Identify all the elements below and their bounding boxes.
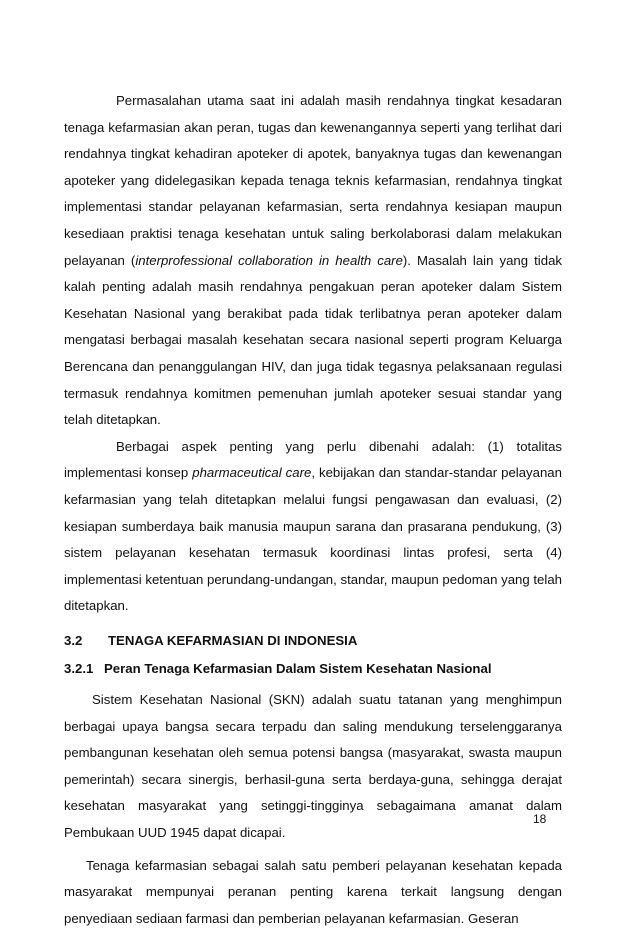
subsection-title: Peran Tenaga Kefarmasian Dalam Sistem Kesehatan Nasional [104, 661, 492, 677]
section-title: TENAGA KEFARMASIAN DI INDONESIA [108, 632, 358, 648]
page-number: 18 [533, 812, 547, 826]
subsection-number: 3.2.1 [64, 661, 94, 677]
section-number: 3.2 [64, 632, 83, 648]
paragraph-text: Berbagai aspek penting yang perlu dibenahi adalah: (1) totalitas implementasi konsep [64, 438, 562, 481]
paragraph-text: Permasalahan utama saat ini adalah masih rendahnya tingkat kesadaran tenaga kefarmasian akan peran, tugas dan kewenangannya seperti yang terlihat dari rendahnya tingkat kehadiran apoteker di apotek, banyaknya tugas dan kewenangan apoteker yang didelegasikan kepada tenaga teknis kefarmasian, rendahnya tingkat implementasi standar pelayanan kefarmasian, serta rendahnya kesiapan maupun kesediaan praktisi tenaga kesehatan untuk saling berkolaborasi dalam melakukan pelayanan ( [64, 93, 562, 268]
paragraph-text: ). Masalah lain yang tidak kalah penting adalah masih rendahnya pengakuan peran apoteker dalam Sistem Kesehatan Nasional yang berakibat pada tidak terlibatnya peran apoteker dalam mengatasi berbagai masalah kesehatan secara nasional seperti program Keluarga Berencana dan penanggulangan HIV, dan juga tidak tegasnya pelaksanaan regulasi termasuk rendahnya komitmen pemenuhan jumlah apoteker sesuai standar yang telah ditetapkan. [64, 252, 562, 428]
paragraph-problem-statement [64, 88, 562, 434]
section-heading [64, 628, 562, 655]
paragraph-text: , kebijakan dan standar-standar pelayanan kefarmasian yang telah ditetapkan melalui fungsi pengawasan dan evaluasi, (2) kesiapan sumberdaya baik manusia maupun sarana dan prasarana pendukung, (3) sistem pelayanan kesehatan termasuk koordinasi lintas profesi, serta (4) implementasi ketentuan perundang-undangan, standar, maupun pedoman yang telah ditetapkan. [64, 465, 562, 614]
italic-term: interprofessional collaboration in health care [135, 252, 403, 268]
paragraph-pharmacy-role: Tenaga kefarmasian sebagai salah satu pemberi pelayanan kesehatan kepada masyarakat mempunyai peranan penting karena terkait langsung dengan penyediaan sediaan farmasi dan pemberian pelayanan kefarmasian. Geseran [64, 857, 562, 926]
paragraph-key-aspects [64, 434, 562, 620]
page-content [64, 88, 562, 932]
subsection-heading [64, 656, 562, 683]
italic-term: pharmaceutical care [192, 465, 312, 481]
paragraph-skn-definition: Sistem Kesehatan Nasional (SKN) adalah suatu tatanan yang menghimpun berbagai upaya bangsa secara terpadu dan saling mendukung terselenggaranya pembangunan kesehatan oleh semua potensi bangsa (masyarakat, swasta maupun pemerintah) secara sinergis, berhasil-guna serta berdaya-guna, sehingga derajat kesehatan masyarakat yang setinggi-tingginya sebagaimana amanat dalam Pembukaan UUD 1945 dapat dicapai. [64, 692, 562, 841]
